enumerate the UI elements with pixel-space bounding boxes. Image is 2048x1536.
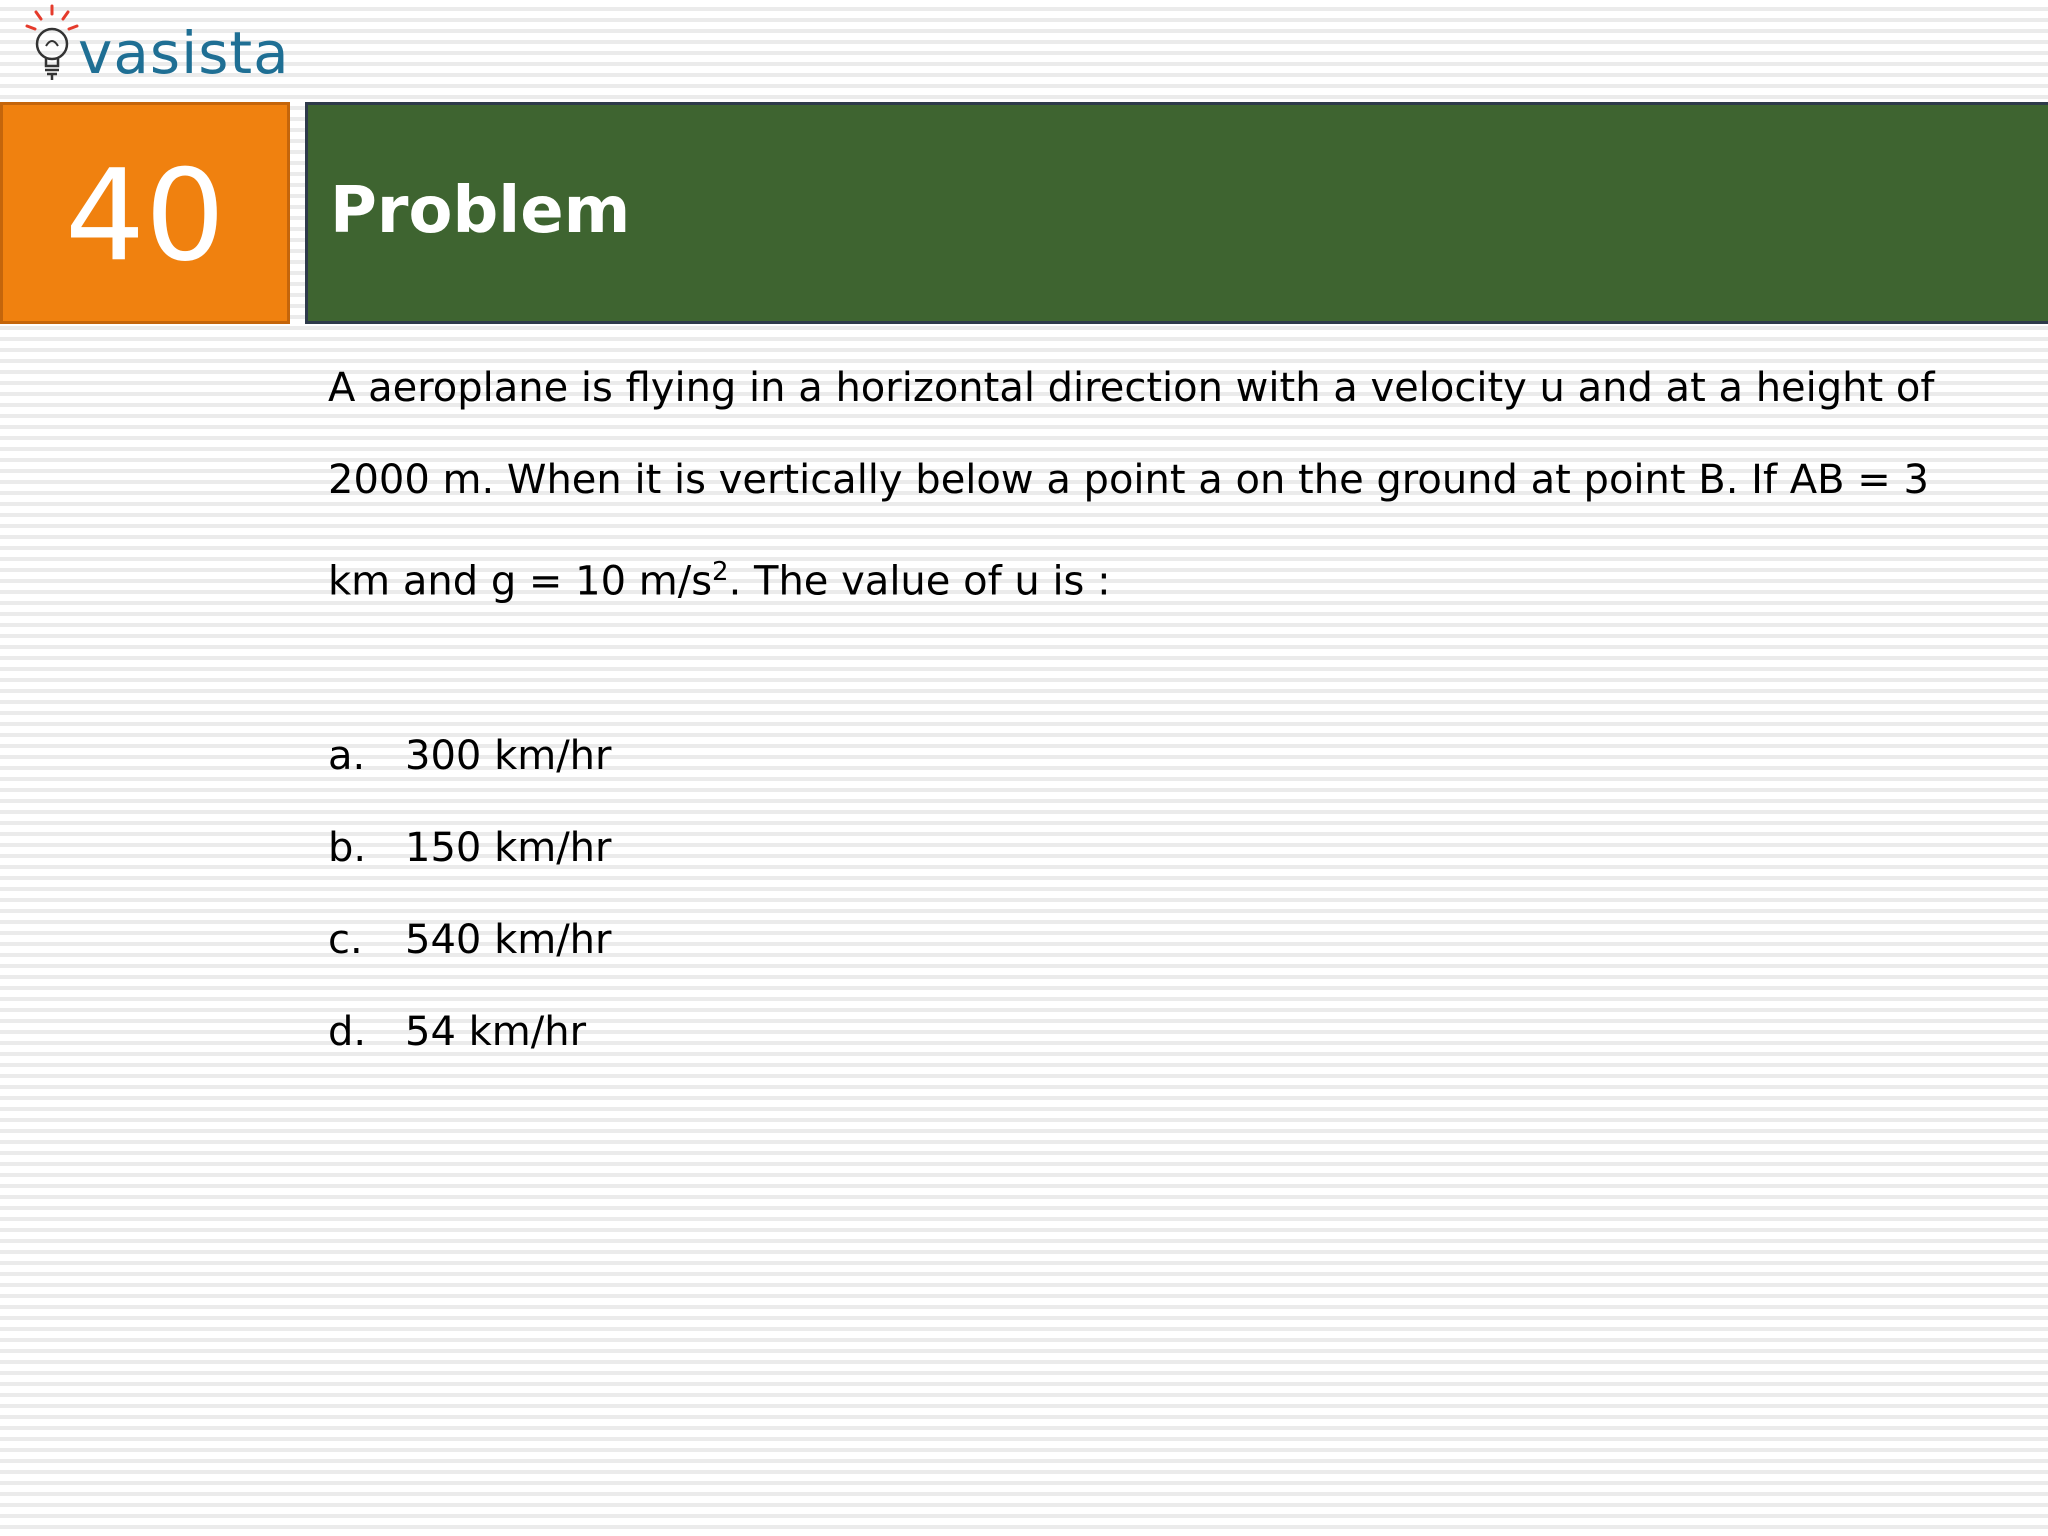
title-bar (305, 102, 2048, 324)
option-text: 300 km/hr (405, 733, 612, 779)
option-letter: c. (328, 917, 363, 963)
slide-number-box (0, 102, 290, 324)
option-b[interactable] (328, 802, 611, 894)
option-a[interactable] (328, 710, 611, 802)
superscript: 2 (712, 557, 729, 587)
brand-logo (22, 4, 292, 96)
option-d[interactable] (328, 986, 611, 1078)
question-line: 2000 m. When it is vertically below a point a on the ground at point B. If AB = 3 (328, 457, 1929, 503)
answer-options (328, 710, 611, 1078)
option-letter: a. (328, 733, 366, 779)
option-text: 150 km/hr (405, 825, 612, 871)
option-letter: d. (328, 1009, 367, 1055)
option-text: 54 km/hr (405, 1009, 587, 1055)
option-text: 540 km/hr (405, 917, 612, 963)
question-line (328, 526, 2008, 627)
option-letter: b. (328, 825, 367, 871)
option-c[interactable] (328, 894, 611, 986)
question-line-text: km and g = 10 m/s (328, 558, 713, 605)
logo-wordmark: vasista (78, 19, 290, 87)
question-line: A aeroplane is flying in a horizontal direction with a velocity u and at a height of (328, 365, 1935, 411)
slide-title: Problem (330, 174, 631, 248)
lightbulb-icon (22, 4, 82, 96)
question-line-text: . The value of u is : (728, 558, 1111, 605)
slide-number: 40 (64, 142, 226, 289)
question-text (328, 342, 2008, 627)
